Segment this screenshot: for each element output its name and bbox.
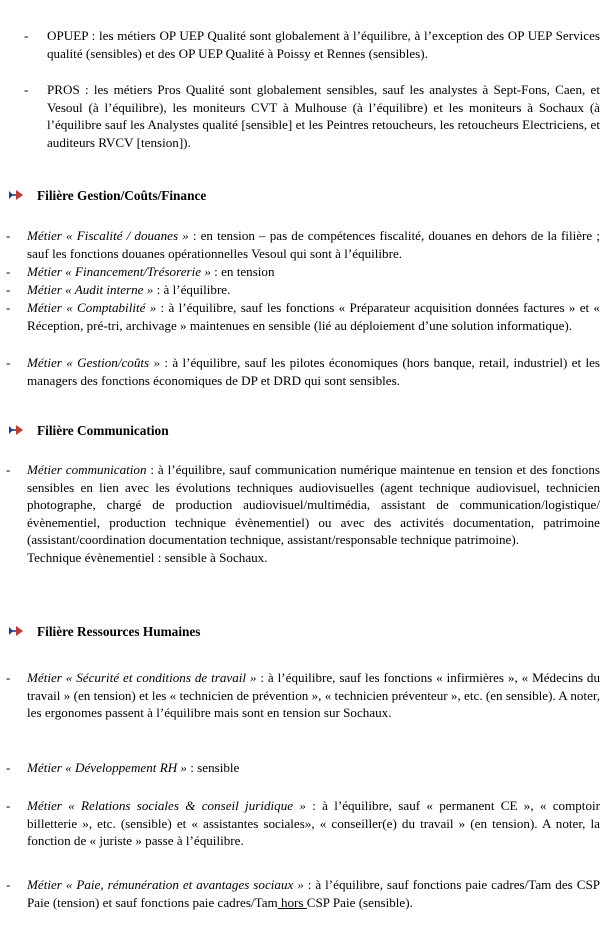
list-item — [6, 227, 600, 262]
bullet-dash: - — [6, 228, 11, 243]
item-text — [27, 227, 600, 262]
list-item — [6, 669, 600, 722]
item-extra: Technique évènementiel : sensible à Sochaux. — [27, 549, 268, 565]
item-label: Métier « Gestion/coûts » — [27, 355, 161, 370]
bullet-dash: - — [6, 877, 11, 892]
item-text — [27, 669, 600, 722]
section-title: Filière Ressources Humaines — [37, 624, 201, 639]
bullet-dash: - — [6, 264, 11, 279]
bullet-dash: - — [6, 282, 11, 297]
bullet-dash: - — [6, 760, 11, 775]
item-label: Métier « Financement/Trésorerie » — [27, 264, 211, 279]
item-text — [27, 759, 600, 777]
bullet-dash: - — [6, 670, 11, 685]
list-item — [6, 299, 600, 334]
bullet-dash: - — [24, 82, 29, 97]
item-body: : en tension – pas de compétences fiscalité, douanes en dehors de la filière ; sauf les fonctions douanes opérationnelles Vesoul qui sont à l’équilibre. — [27, 228, 600, 261]
bullet-dash: - — [6, 462, 11, 477]
list-item — [6, 263, 600, 281]
list-item — [6, 354, 600, 389]
section-heading-gestion — [8, 187, 206, 205]
item-text — [27, 281, 600, 299]
item-label: Métier « Développement RH » — [27, 760, 187, 775]
bullet-dash: - — [24, 28, 29, 43]
item-body: : à l’équilibre, sauf les pilotes économiques (hors banque, retail, industriel) et les managers des fonctions économiques de DP et DRD qui sont sensibles. — [27, 355, 600, 388]
item-label: Métier « Audit interne » — [27, 282, 154, 297]
item-label: Métier « Paie, rémunération et avantages sociaux » — [27, 877, 304, 892]
bullet-dash: - — [6, 355, 11, 370]
item-body: : à l’équilibre, sauf les fonctions « infirmières », « Médecins du travail » (en tension) et les « technicien de prévention », « technicien préventeur », etc. (en sensible). A noter, les ergonomes passent à l’équilibre mais sont en tension sur Sochaux. — [27, 670, 600, 721]
item-body: : à l’équilibre. — [153, 282, 231, 297]
arrow-bullet-icon — [8, 189, 24, 201]
item-text — [27, 354, 600, 389]
item-label: Métier « Fiscalité / douanes » — [27, 228, 189, 243]
list-item — [6, 281, 600, 299]
bullet-text: OPUEP : les métiers OP UEP Qualité sont globalement à l’équilibre, à l’exception des OP UEP Services qualité (sensibles) et des OP UEP Qualité à Poissy et Rennes (sensibles). — [47, 28, 600, 61]
section-title: Filière Communication — [37, 423, 169, 438]
item-body: : à l’équilibre, sauf communication numérique maintenue en tension et des fonctions sensibles en lien avec les évolutions techniques audiovisuelles (agent technique audiovisuel, technicien photographe, chargé de production audiovisuel/multimédia, assistant de communication/logistique/évènementiel, production technique évènementiel) ou avec des activités documentation, patrimoine (assistant/coordination documentation technique, assistant/responsable technique patrimoine). — [27, 462, 600, 548]
item-body: : à l’équilibre, sauf fonctions paie cadres/Tam des CSP Paie (tension) et sauf fonctions paie cadres/Tam — [27, 877, 601, 910]
item-label: Métier « Sécurité et conditions de travail » — [27, 670, 257, 685]
item-body: : à l’équilibre, sauf « permanent CE », « comptoir billetterie », etc. (sensible) et « assistantes sociales», « conseiller(e) du travail » (en tension). A noter, la fonction de « juriste » passe à l’équilibre. — [27, 798, 600, 849]
item-text — [27, 461, 600, 567]
item-label: Métier « Comptabilité » — [27, 300, 157, 315]
bullet-dash: - — [6, 798, 11, 813]
bullet-opuep — [24, 27, 600, 62]
item-body: : à l’équilibre, sauf les fonctions « Préparateur acquisition données factures » et « Réception, pré-tri, archivage » maintenues en sensible (lié au déploiement d’une solution informatique). — [27, 300, 600, 333]
list-item — [6, 461, 600, 567]
item-label: Métier « Relations sociales & conseil juridique » — [27, 798, 306, 813]
arrow-bullet-icon — [8, 625, 24, 637]
item-label: Métier communication — [27, 462, 147, 477]
item-body: : en tension — [210, 264, 275, 279]
arrow-bullet-icon — [8, 424, 24, 436]
item-text — [27, 797, 600, 850]
bullet-text: PROS : les métiers Pros Qualité sont globalement sensibles, sauf les analystes à Sept-Fons, Caen, et Vesoul (à l’équilibre), les moniteurs CVT à Mulhouse (à l’équilibre) et les moniteurs à Sochaux (à l’équilibre sauf les Analystes qualité [sensible] et les Peintres retoucheurs, les retoucheurs Electriciens, et auditeurs RVCV [tension]). — [47, 82, 600, 150]
section-title: Filière Gestion/Coûts/Finance — [37, 188, 207, 203]
item-text — [27, 299, 600, 334]
list-item — [6, 876, 600, 911]
item-body: : sensible — [186, 760, 240, 775]
bullet-dash: - — [6, 300, 11, 315]
item-text — [27, 263, 600, 281]
item-text — [27, 876, 600, 911]
list-item — [6, 759, 600, 777]
item-underlined: hors — [277, 894, 307, 910]
list-item — [6, 797, 600, 850]
item-body-after: CSP Paie (sensible). — [306, 894, 413, 910]
bullet-pros — [24, 81, 600, 151]
section-heading-communication — [8, 422, 169, 440]
section-heading-rh — [8, 623, 200, 641]
